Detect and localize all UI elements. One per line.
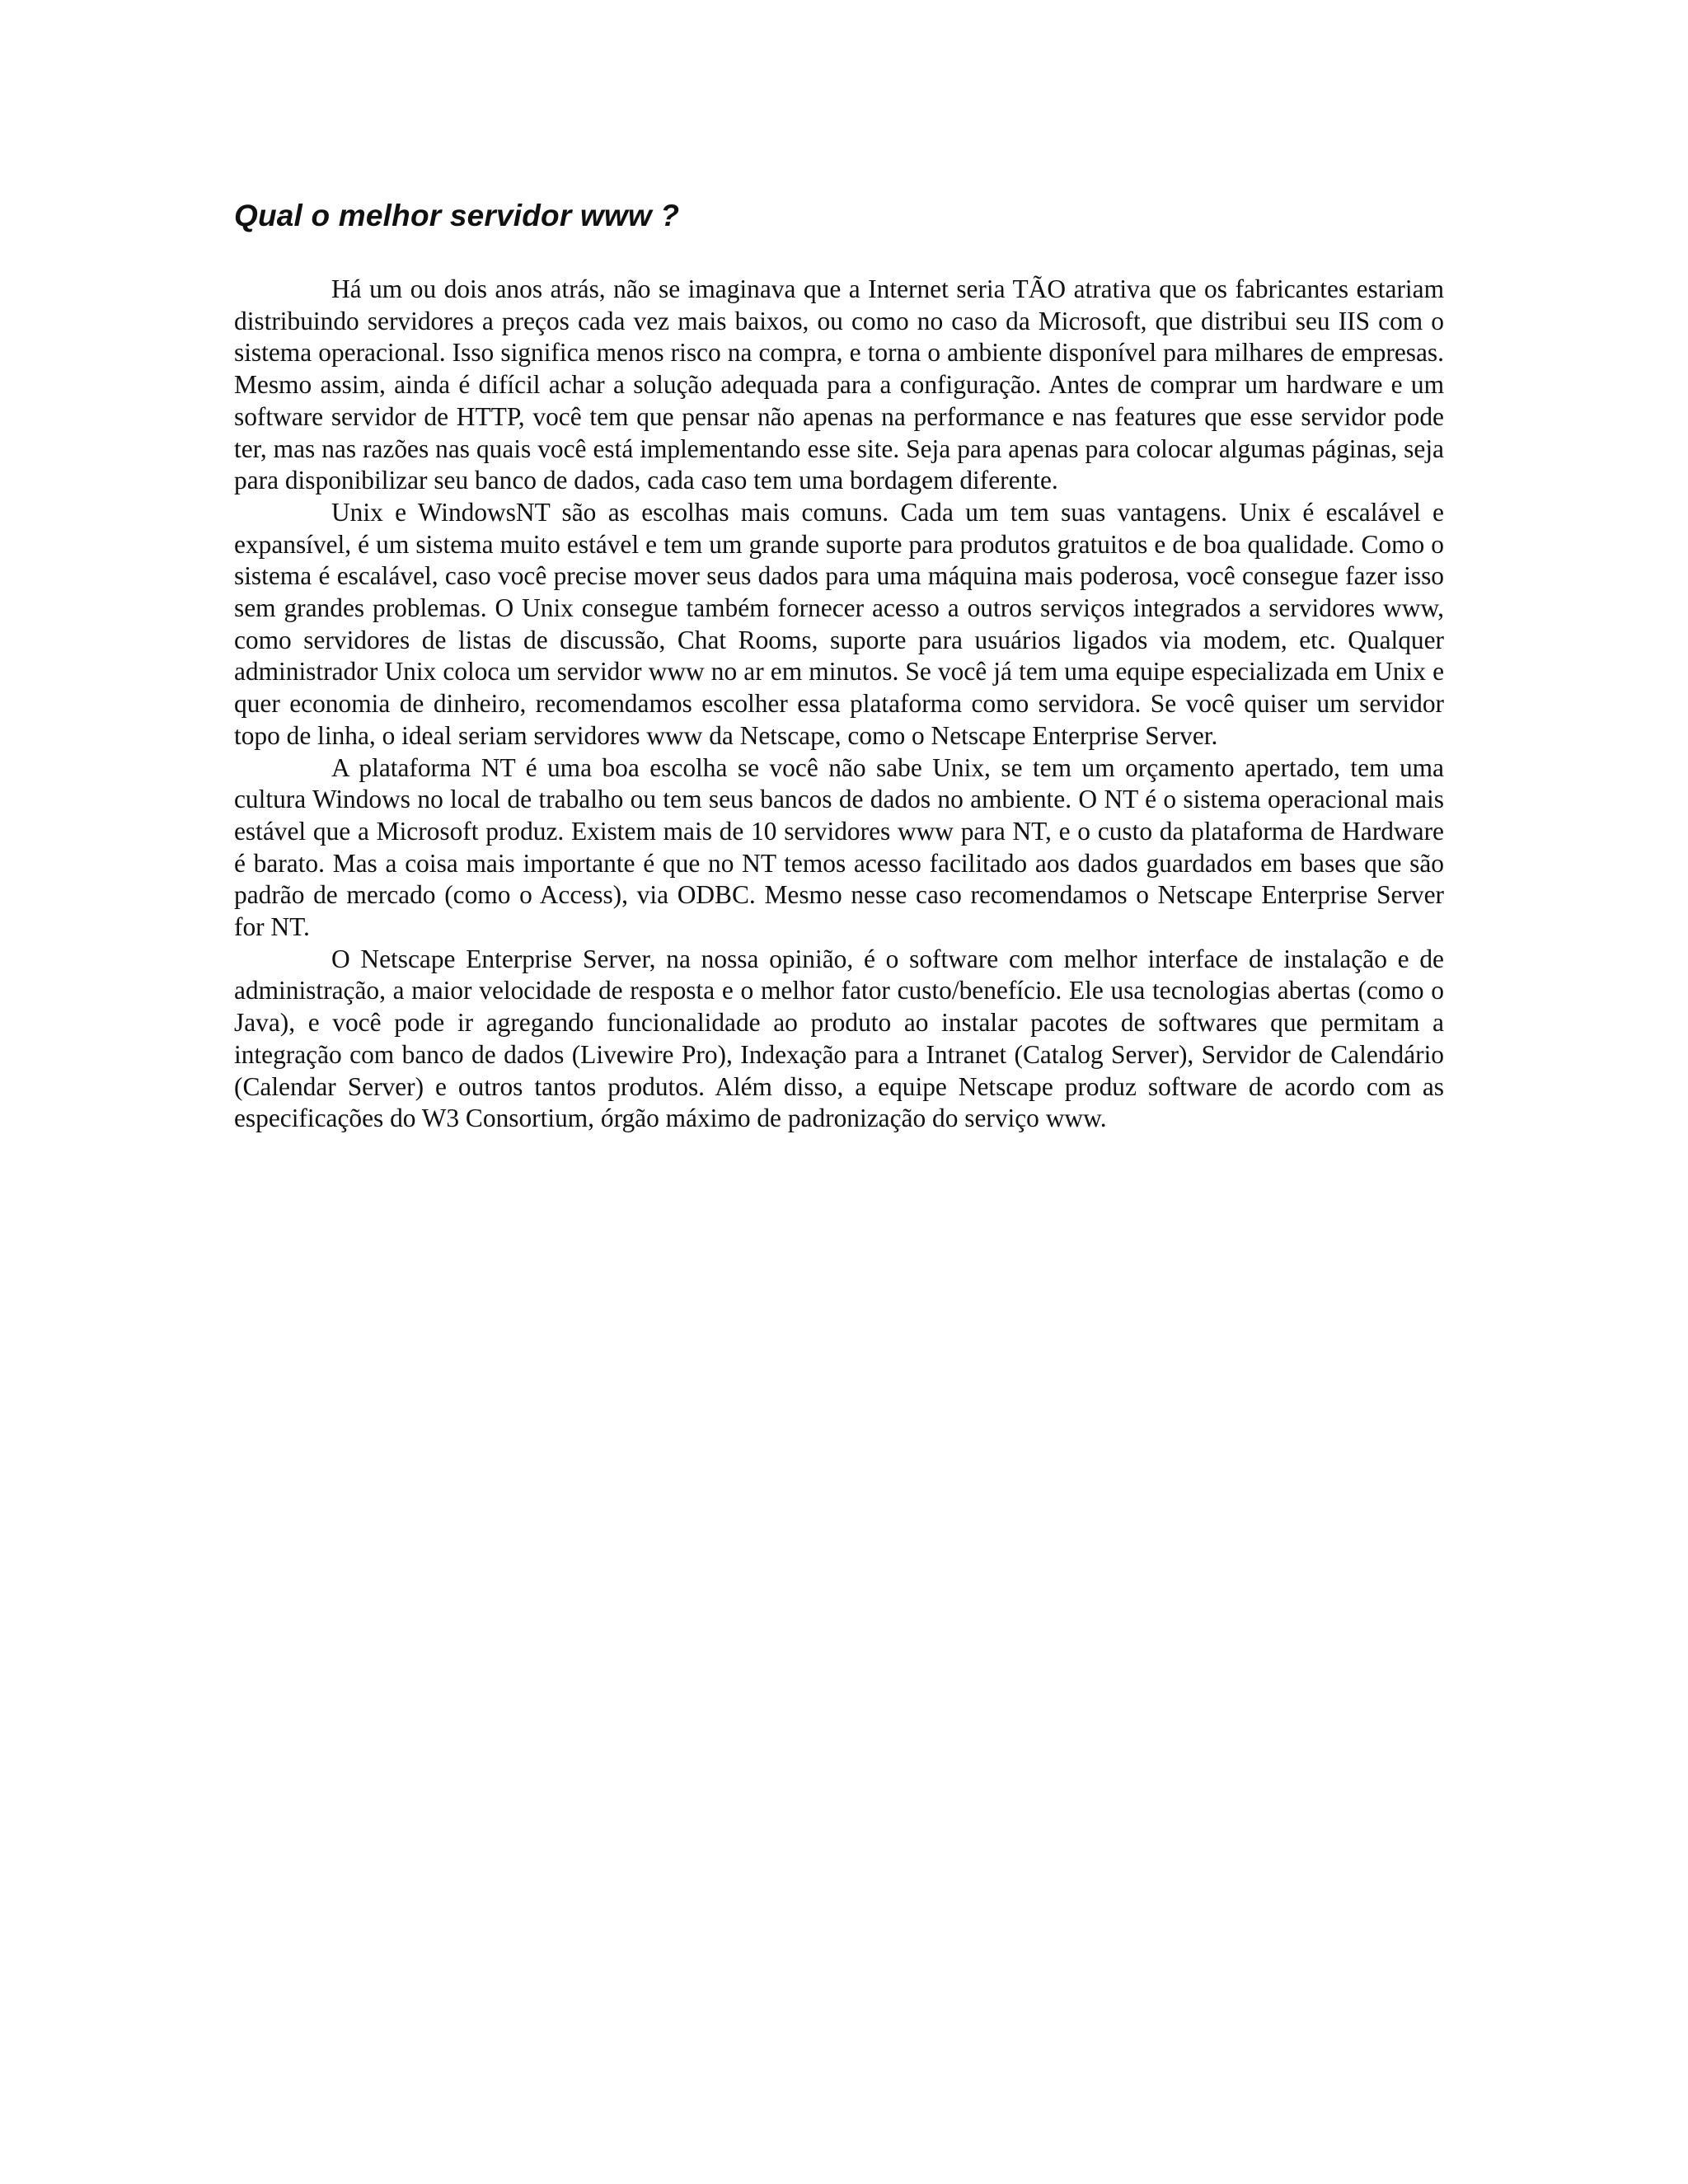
document-body [234,191,1444,1135]
paragraph-intro: Há um ou dois anos atrás, não se imaginava que a Internet seria TÃO atrativa que os fabricantes estariam distribuindo servidores a preços cada vez mais baixos, ou como no caso da Microsoft, que distribui seu IIS com o sistema operacional. Isso significa menos risco na compra, e torna o ambiente disponível para milhares de empresas. Mesmo assim, ainda é difícil achar a solução adequada para a configuração. Antes de comprar um hardware e um software servidor de HTTP, você tem que pensar não apenas na performance e nas features que esse servidor pode ter, mas nas razões nas quais você está implementando esse site. Seja para apenas para colocar algumas páginas, seja para disponibilizar seu banco de dados, cada caso tem uma bordagem diferente. [234,274,1444,495]
paragraph-unix-windows: Unix e WindowsNT são as escolhas mais comuns. Cada um tem suas vantagens. Unix é escalável e expansível, é um sistema muito estável e tem um grande suporte para produtos gratuitos e de boa qualidade. Como o sistema é escalável, caso você precise mover seus dados para uma máquina mais poderosa, você consegue fazer isso sem grandes problemas. O Unix consegue também fornecer acesso a outros serviços integrados a servidores www, como servidores de listas de discussão, Chat Rooms, suporte para usuários ligados via modem, etc. Qualquer administrador Unix coloca um servidor www no ar em minutos. Se você já tem uma equipe especializada em Unix e quer economia de dinheiro, recomendamos escolher essa plataforma como servidora. Se você quiser um servidor topo de linha, o ideal seriam servidores www da Netscape, como o Netscape Enterprise Server. [234,497,1444,750]
paragraph-netscape-enterprise: O Netscape Enterprise Server, na nossa opinião, é o software com melhor interface de instalação e de administração, a maior velocidade de resposta e o melhor fator custo/benefício. Ele usa tecnologias abertas (como o Java), e você pode ir agregando funcionalidade ao produto ao instalar pacotes de softwares que permitam a integração com banco de dados (Livewire Pro), Indexação para a Intranet (Catalog Server), Servidor de Calendário (Calendar Server) e outros tantos produtos. Além disso, a equipe Netscape produz software de acordo com as especificações do W3 Consortium, órgão máximo de padronização do serviço www. [234,944,1444,1133]
page-title: Qual o melhor servidor www ? [234,199,680,232]
paragraph-nt-platform: A plataforma NT é uma boa escolha se você não sabe Unix, se tem um orçamento apertado, tem uma cultura Windows no local de trabalho ou tem seus bancos de dados no ambiente. O NT é o sistema operacional mais estável que a Microsoft produz. Existem mais de 10 servidores www para NT, e o custo da plataforma de Hardware é barato. Mas a coisa mais importante é que no NT temos acesso facilitado aos dados guardados em bases que são padrão de mercado (como o Access), via ODBC. Mesmo nesse caso recomendamos o Netscape Enterprise Server for NT. [234,752,1444,942]
